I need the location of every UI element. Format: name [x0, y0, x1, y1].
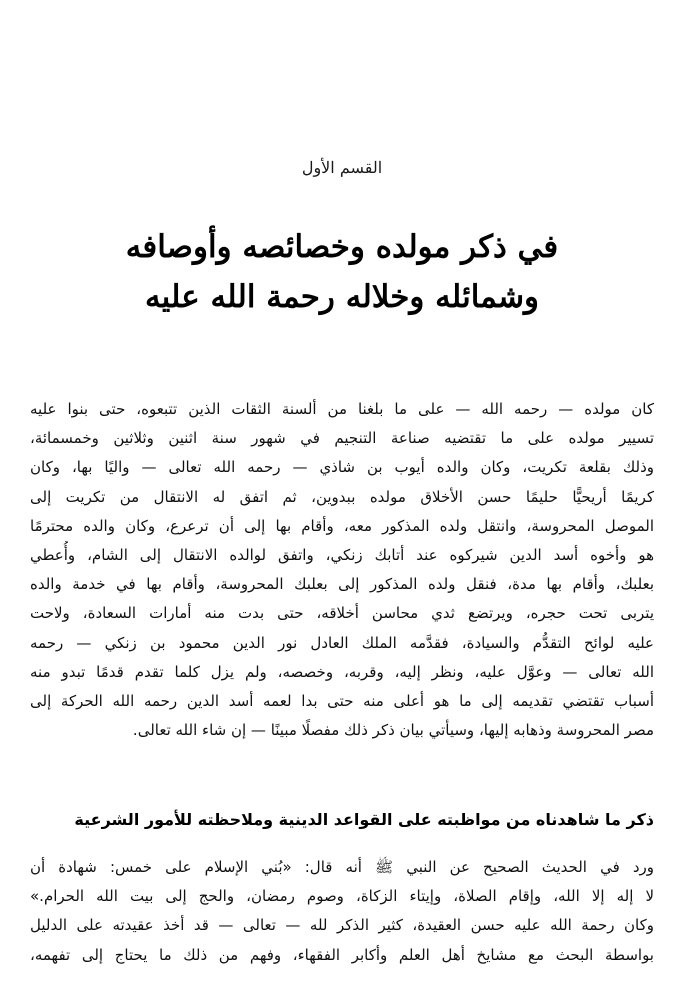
paragraph-line: كريمًا أريحيًّا حليمًا حسن الأخلاق مولده ببدوين، ثم اتفق له الانتقال من تكريت إلى	[30, 487, 654, 506]
paragraph-line: الموصل المحروسة، وانتقل ولده المذكور معه، وأقام بها إلى أن ترعرع، وكان والده محترمًا	[30, 516, 654, 535]
paragraph-birth	[30, 395, 654, 745]
paragraph-line: بعلبك، وأقام بها مدة، فنقل ولده المذكور إلى بعلبك المحروسة، وأقام بها في خدمة والده	[30, 575, 654, 594]
section-label: القسم الأول	[301, 158, 383, 177]
paragraph-line: وكان رحمة الله عليه حسن العقيدة، كثير الذكر لله — تعالى — قد أخذ عقيدته على الدليل	[30, 916, 654, 935]
paragraph-line: لا إله إلا الله، وإقام الصلاة، وإيتاء الزكاة، وصوم رمضان، والحج إلى بيت الله الحرام.»	[30, 887, 654, 906]
paragraph-line: يتربى تحت حجره، ويرتضع ثدي محاسن أخلاقه، حتى بدت منه أمارات السعادة، ولاحت	[30, 604, 654, 623]
section-subheading: ذكر ما شاهدناه من مواظبته على القواعد الدينية وملاحظته للأمور الشرعية	[74, 810, 654, 829]
paragraph-line: عليه لوائح التقدُّم والسيادة، فقدَّمه الملك العادل نور الدين محمود بن زنكي — رحمه	[30, 633, 654, 652]
paragraph-line: الله تعالى — وعوَّل عليه، ونظر إليه، وقربه، وخصصه، ولم يزل كلما تقدم قدمًا تبدو منه	[30, 662, 654, 681]
chapter-title	[40, 222, 644, 322]
paragraph-line: كان مولده — رحمه الله — على ما بلغنا من ألسنة الثقات الذين تتبعوه، حتى بنوا عليه	[30, 400, 654, 418]
paragraph-religious	[30, 853, 654, 970]
paragraph-line: بواسطة البحث مع مشايخ أهل العلم وأكابر الفقهاء، وفهم من ذلك ما يحتاج إلى تفهمه،	[30, 945, 654, 964]
paragraph-line: أسباب تقتضي تقديمه إلى ما هو أعلى منه حتى بدا لعمه أسد الدين رحمه الله الحركة إلى	[30, 692, 654, 711]
paragraph-line: ورد في الحديث الصحيح عن النبي ﷺ أنه قال: «بُني الإسلام على خمس: شهادة أن	[30, 858, 654, 876]
paragraph-line: وذلك بقلعة تكريت، وكان والده أيوب بن شاذي — رحمه الله تعالى — واليًا بها، وكان	[30, 458, 654, 477]
paragraph-line: مصر المحروسة وذهابه إليها، وسيأتي بيان ذكر ذلك مفصلًا مبينًا — إن شاء الله تعالى.	[132, 721, 654, 740]
chapter-title-line-2: وشمائله وخلاله رحمة الله عليه	[144, 279, 540, 315]
chapter-title-line-1: في ذكر مولده وخصائصه وأوصافه	[125, 229, 559, 265]
paragraph-line: تسيير مولده على ما تقتضيه صناعة التنجيم في شهور سنة اثنين وثلاثين وخمسمائة،	[30, 429, 654, 448]
paragraph-line: هو وأخوه أسد الدين شيركوه عند أتابك زنكي، واتفق لوالده الانتقال إلى الشام، وأُعطي	[30, 546, 654, 565]
